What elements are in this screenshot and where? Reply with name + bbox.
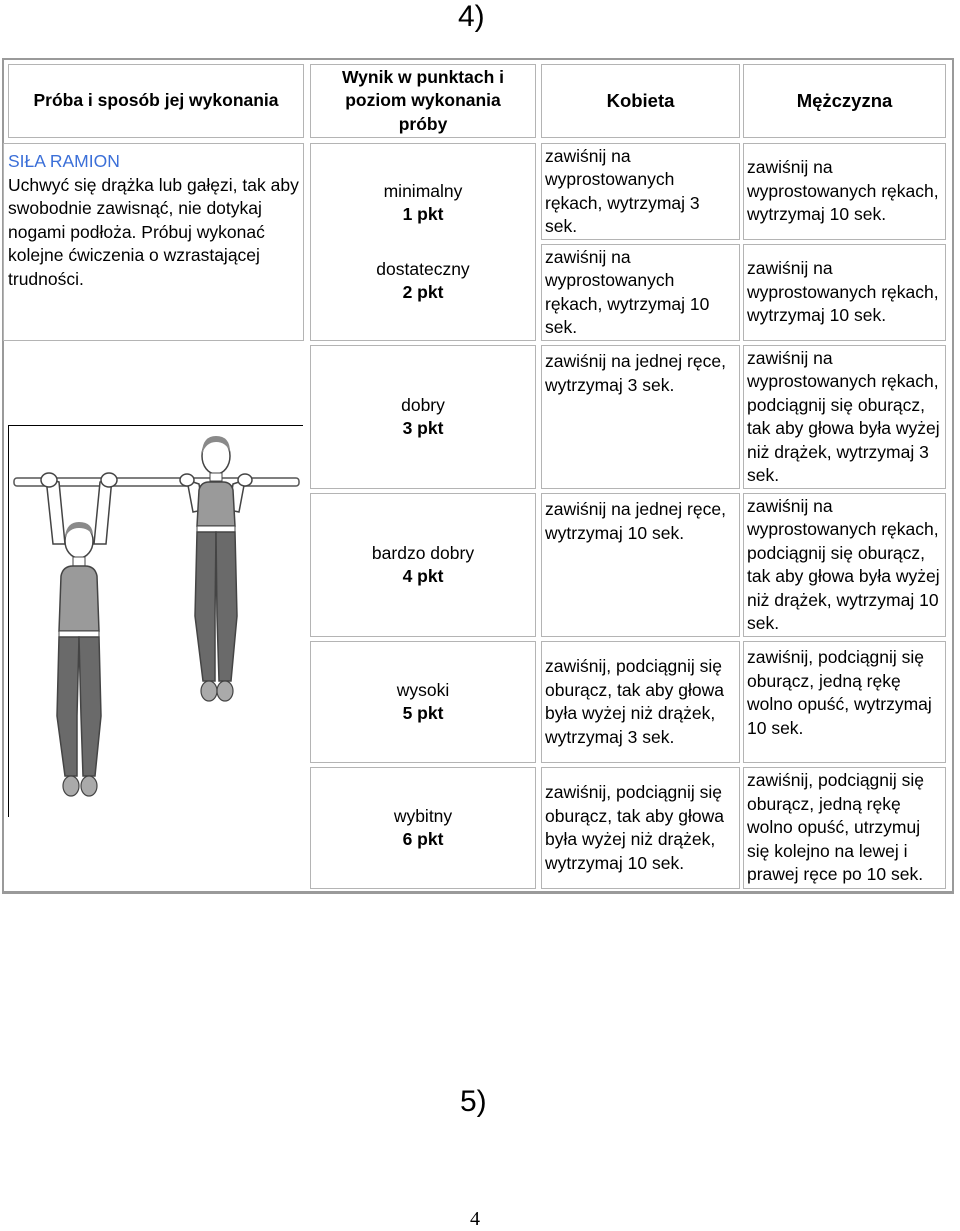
man-req-5: zawiśnij, podciągnij się oburącz, jedną rękę wolno opuść, wytrzymaj 10 sek. [747, 647, 932, 738]
woman-cell-6 [541, 767, 740, 889]
level-cell-3 [310, 345, 536, 489]
level-4-name: bardzo dobry [371, 542, 475, 563]
woman-cell-1 [541, 143, 740, 240]
woman-cell-4 [541, 493, 740, 637]
man-req-4: zawiśnij na wyprostowanych rękach, podciągnij się oburącz, tak aby głowa była wyżej niż drążek, wytrzymaj 10 sek. [747, 495, 940, 633]
header-score-level: Wynik w punktach i poziom wykonania próby [310, 64, 536, 138]
level-4-points: 4 pkt [402, 566, 444, 586]
level-cell-6 [310, 767, 536, 889]
man-req-2: zawiśnij na wyprostowanych rękach, wytrzymaj 10 sek. [747, 258, 939, 326]
woman-cell-3 [541, 345, 740, 489]
level-2 [376, 258, 469, 305]
hanging-figures-illustration [9, 426, 303, 817]
hanging-woman-icon [41, 473, 117, 796]
man-cell-3 [743, 345, 946, 489]
header-man: Mężczyzna [743, 64, 946, 138]
man-cell-6 [743, 767, 946, 889]
level-cell-5 [310, 641, 536, 763]
exercise-title: SIŁA RAMION [8, 151, 120, 171]
level-3-points: 3 pkt [402, 418, 444, 438]
man-req-6: zawiśnij, podciągnij się oburącz, jedną rękę wolno opuść, utrzymuj się kolejno na lewej i prawej ręce po 10 sek. [747, 770, 925, 885]
woman-req-2: zawiśnij na wyprostowanych rękach, wytrzymaj 10 sek. [545, 246, 710, 337]
level-1 [384, 180, 463, 227]
level-2-name: dostateczny [376, 258, 470, 279]
woman-req-4: zawiśnij na jednej ręce, wytrzymaj 10 sek. [545, 499, 726, 543]
level-6-name: wybitny [393, 805, 453, 826]
level-3-name: dobry [401, 394, 445, 415]
woman-cell-5 [541, 641, 740, 763]
man-cell-5 [743, 641, 946, 763]
level-1-points: 1 pkt [402, 204, 444, 224]
figure-frame [8, 425, 303, 817]
woman-req-3: zawiśnij na jednej ręce, wytrzymaj 3 sek. [545, 351, 726, 395]
exercise-description-cell [3, 143, 304, 341]
section-number-5: 5) [460, 1085, 487, 1118]
woman-req-6: zawiśnij, podciągnij się oburącz, tak aby głowa była wyżej niż drążek, wytrzymaj 10 sek. [545, 782, 724, 873]
header-woman: Kobieta [541, 64, 740, 138]
pull-up-woman-icon [180, 436, 252, 701]
level-cell-4 [310, 493, 536, 637]
man-req-3: zawiśnij na wyprostowanych rękach, podciągnij się oburącz, tak aby głowa była wyżej niż drążek, wytrzymaj 3 sek. [747, 347, 940, 485]
header-test-method: Próba i sposób jej wykonania [8, 64, 304, 138]
woman-req-5: zawiśnij, podciągnij się oburącz, tak aby głowa była wyżej niż drążek, wytrzymaj 3 sek. [545, 656, 724, 747]
section-number-4: 4) [458, 0, 485, 33]
level-1-name: minimalny [383, 180, 463, 201]
woman-cell-2 [541, 244, 740, 341]
man-cell-1 [743, 143, 946, 240]
level-5-name: wysoki [396, 679, 450, 700]
man-cell-2 [743, 244, 946, 341]
level-6-points: 6 pkt [402, 829, 444, 849]
man-cell-4 [743, 493, 946, 637]
woman-req-1: zawiśnij na wyprostowanych rękach, wytrzymaj 3 sek. [545, 145, 700, 236]
man-req-1: zawiśnij na wyprostowanych rękach, wytrzymaj 10 sek. [747, 157, 939, 225]
level-5-points: 5 pkt [402, 703, 444, 723]
page-number: 4 [470, 1208, 480, 1230]
exercise-description: Uchwyć się drążka lub gałęzi, tak aby swobodnie zawisnąć, nie dotykaj nogami podłoża. Próbuj wykonać kolejne ćwiczenia o wzrastającej trudności. [8, 174, 299, 289]
level-2-points: 2 pkt [402, 282, 444, 302]
level-cell-1-2 [310, 143, 536, 341]
